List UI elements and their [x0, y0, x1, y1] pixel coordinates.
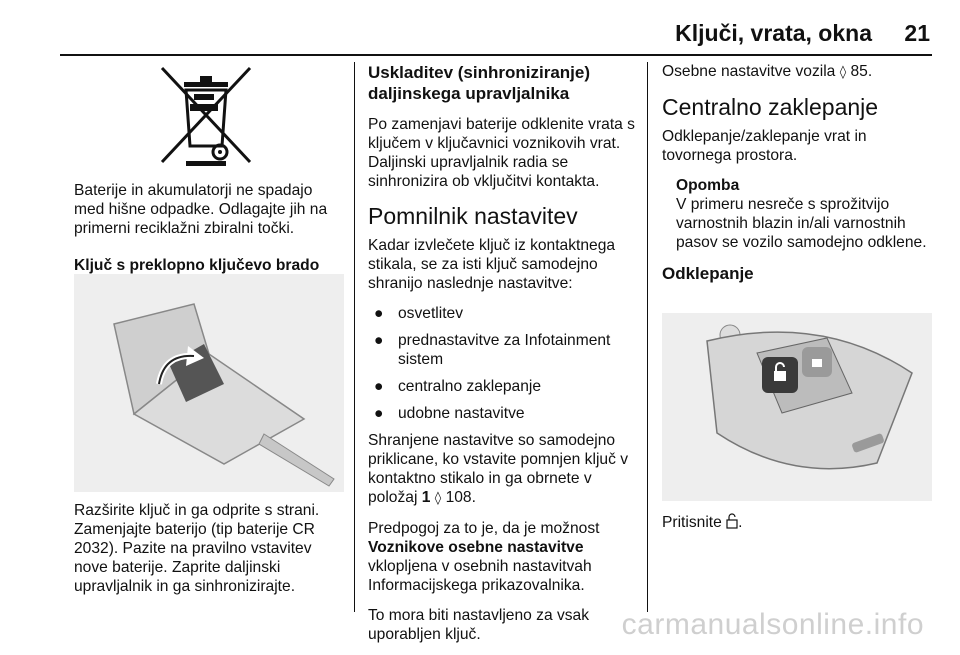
- central-locking-heading: Centralno zaklepanje: [662, 94, 879, 120]
- page-ref-link[interactable]: 85.: [850, 63, 873, 80]
- note-block: [662, 176, 932, 252]
- column-middle: [368, 62, 638, 655]
- flip-key-subheading: Ključ s preklopno ključevo brado: [74, 257, 320, 274]
- note-title: Opomba: [676, 177, 740, 194]
- flip-key-battery-illustration: [74, 274, 344, 492]
- crossed-bin-icon: [150, 64, 262, 168]
- saved-settings-paragraph: Shranjene nastavitve so samodejno priklicane, ko vstavite pomnjen ključ v kontaktno stikalo in ga obrnete v položaj 1 ◊ 108.: [368, 432, 629, 506]
- column-divider: [354, 62, 355, 612]
- recycle-paragraph: Baterije in akumulatorji ne spadajo med hišne odpadke. Odlagajte jih na primerni reciklažni zbiralni točki.: [74, 182, 328, 237]
- manual-ref-paragraph: Osebne nastavitve vozila ◊ 85.: [662, 63, 873, 80]
- bullet-icon: ●: [374, 405, 384, 422]
- column-left: [74, 181, 344, 286]
- watermark: carmanualsonline.info: [621, 608, 924, 641]
- list-item: ● prednastavitve za Infotainment sistem: [374, 332, 611, 368]
- page-header: [60, 0, 932, 56]
- page-ref-icon: ◊: [839, 65, 847, 80]
- list-item: ● udobne nastavitve: [374, 405, 525, 422]
- press-line: Pritisnite .: [662, 514, 743, 531]
- sync-heading: Uskladitev (sinhroniziranje) daljinskega upravljalnika: [368, 63, 590, 103]
- bullet-icon: ●: [374, 332, 384, 349]
- page-number: 21: [904, 20, 930, 46]
- column-divider: [647, 62, 648, 612]
- sync-paragraph: Po zamenjavi baterije odklenite vrata s ključem v ključavnici voznikovih vrat. Daljinski upravljalnik radia se sinhronizira ob vključitvi kontakta.: [368, 116, 635, 190]
- column-right: [662, 62, 932, 294]
- list-item: ● centralno zaklepanje: [374, 378, 542, 395]
- settings-list: [368, 304, 638, 423]
- page-ref-link[interactable]: 108.: [445, 489, 476, 506]
- bullet-icon: ●: [374, 305, 384, 322]
- position-number: 1: [421, 489, 431, 506]
- instructions-block: [74, 501, 344, 607]
- unlock-heading: Odklepanje: [662, 264, 754, 283]
- note-text: V primeru nesreče s sprožitvijo varnostnih blazin in/ali varnostnih pasov se vozilo samodejno odklene.: [676, 196, 927, 251]
- memory-paragraph: Kadar izvlečete ključ iz kontaktnega stikala, se za isti ključ samodejno shranijo naslednje nastavitve:: [368, 237, 616, 292]
- per-key-paragraph: To mora biti nastavljeno za vsak uporabljen ključ.: [368, 607, 590, 643]
- memory-heading: Pomnilnik nastavitev: [368, 203, 578, 229]
- precondition-paragraph: Predpogoj za to je, da je možnost Voznikove osebne nastavitve vklopljena v osebnih nastavitvah Informacijskega prikazovalnika.: [368, 520, 600, 594]
- battery-instructions: Razširite ključ in ga odprite s strani. Zamenjajte baterijo (tip baterije CR 2032). Pazite na pravilno vstavitev nove baterije. Zaprite daljinski upravljalnik in ga sinhronizirajte.: [74, 502, 320, 595]
- remote-key-illustration: [662, 313, 932, 501]
- unlock-icon: [726, 513, 738, 529]
- setting-name: Voznikove osebne nastavitve: [368, 539, 584, 556]
- bullet-icon: ●: [374, 378, 384, 395]
- list-item: ● osvetlitev: [374, 305, 464, 322]
- page-ref-icon: ◊: [434, 491, 442, 506]
- section-title: Ključi, vrata, okna: [675, 20, 872, 46]
- central-locking-paragraph: Odklepanje/zaklepanje vrat in tovornega prostora.: [662, 128, 867, 164]
